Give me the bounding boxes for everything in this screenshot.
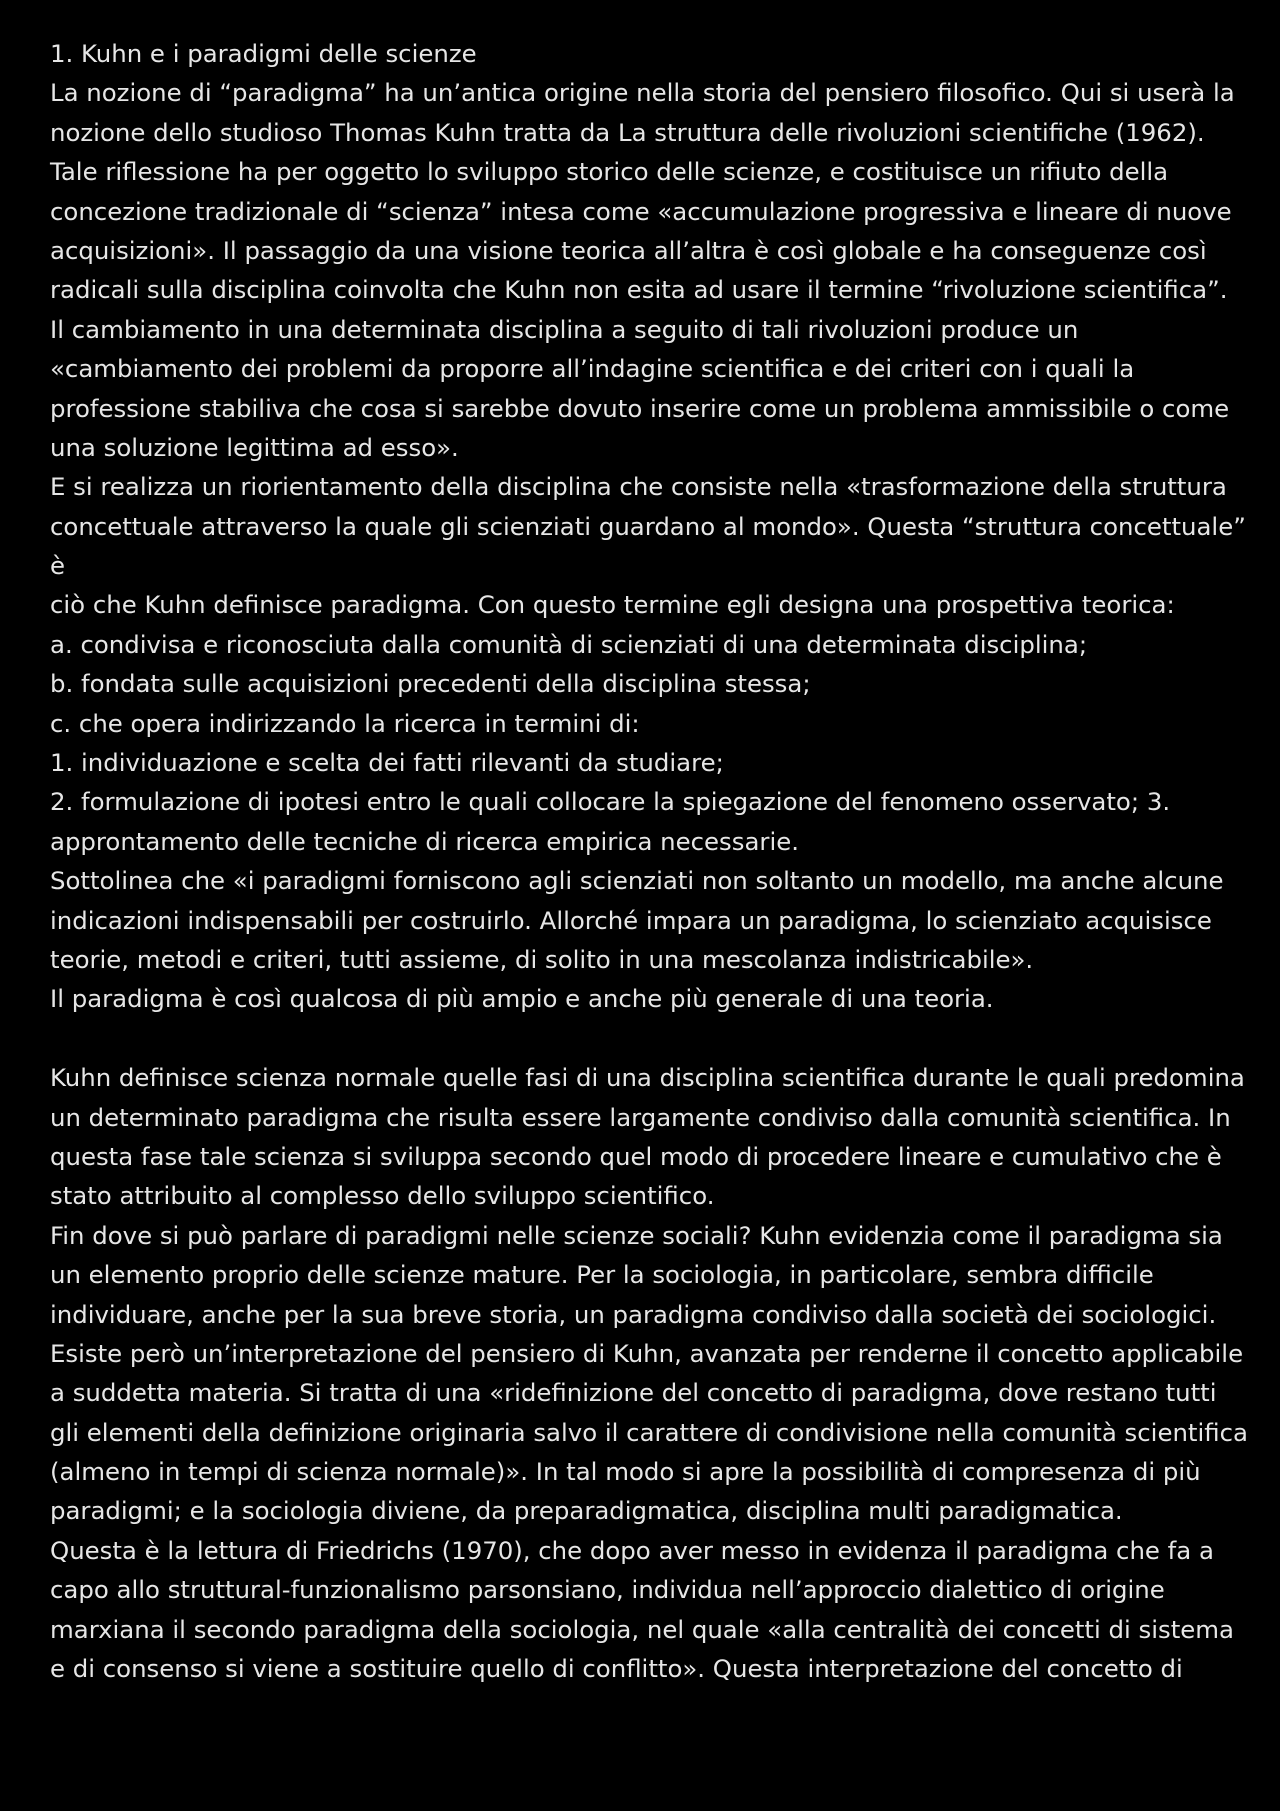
- text-line: La nozione di “paradigma” ha un’antica origine nella storia del pensiero filosofico. Qui si userà la: [50, 78, 1235, 108]
- text-line: Il paradigma è così qualcosa di più ampio e anche più generale di una teoria.: [50, 984, 994, 1014]
- paragraph-gap: [50, 1019, 1250, 1058]
- text-line: acquisizioni». Il passaggio da una visione teorica all’altra è così globale e ha conseguenze così: [50, 235, 1207, 265]
- document-page: [50, 34, 1250, 1688]
- text-line: concezione tradizionale di “scienza” intesa come «accumulazione progressiva e lineare di nuove: [50, 196, 1232, 226]
- text-line: individuare, anche per la sua breve storia, un paradigma condiviso dalla società dei sociologici.: [50, 1299, 1217, 1329]
- section-heading: 1. Kuhn e i paradigmi delle scienze: [50, 39, 477, 68]
- text-line: Fin dove si può parlare di paradigmi nelle scienze sociali? Kuhn evidenzia come il paradigma sia: [50, 1220, 1223, 1250]
- text-line: «cambiamento dei problemi da proporre all’indagine scientifica e dei criteri con i quali la: [50, 354, 1135, 384]
- text-line: marxiana il secondo paradigma della sociologia, nel quale «alla centralità dei concetti di sistema: [50, 1614, 1234, 1644]
- text-line: Questa è la lettura di Friedrichs (1970), che dopo aver messo in evidenza il paradigma che fa a: [50, 1535, 1214, 1565]
- list-item: c. che opera indirizzando la ricerca in termini di:: [50, 708, 640, 738]
- text-line: stato attribuito al complesso dello sviluppo scientifico.: [50, 1181, 715, 1211]
- text-line: un elemento proprio delle scienze mature. Per la sociologia, in particolare, sembra difficile: [50, 1260, 1154, 1290]
- list-item: 1. individuazione e scelta dei fatti rilevanti da studiare;: [50, 748, 724, 778]
- text-line: nozione dello studioso Thomas Kuhn tratta da La struttura delle rivoluzioni scientifiche (1962).: [50, 117, 1205, 147]
- text-line: ciò che Kuhn definisce paradigma. Con questo termine egli designa una prospettiva teorica:: [50, 590, 1175, 620]
- list-item: 2. formulazione di ipotesi entro le quali collocare la spiegazione del fenomeno osservato; 3.: [50, 787, 1171, 817]
- text-line: è: [50, 551, 66, 581]
- text-line: concettuale attraverso la quale gli scienziati guardano al mondo». Questa “struttura concettuale”: [50, 511, 1246, 541]
- list-item: a. condivisa e riconosciuta dalla comunità di scienziati di una determinata disciplina;: [50, 629, 1088, 659]
- text-line: Tale riflessione ha per oggetto lo sviluppo storico delle scienze, e costituisce un rifiuto della: [50, 157, 1169, 187]
- text-line: paradigmi; e la sociologia diviene, da preparadigmatica, disciplina multi paradigmatica.: [50, 1496, 1123, 1526]
- text-line: E si realizza un riorientamento della disciplina che consiste nella «trasformazione della struttura: [50, 472, 1227, 502]
- section1-body: [50, 73, 1250, 1018]
- text-line: questa fase tale scienza si sviluppa secondo quel modo di procedere lineare e cumulativo che è: [50, 1141, 1222, 1171]
- text-line: a suddetta materia. Si tratta di una «ridefinizione del concetto di paradigma, dove restano tutti: [50, 1378, 1217, 1408]
- list-item: b. fondata sulle acquisizioni precedenti della disciplina stessa;: [50, 669, 811, 699]
- text-line: professione stabiliva che cosa si sarebbe dovuto inserire come un problema ammissibile o come: [50, 393, 1230, 423]
- text-line: radicali sulla disciplina coinvolta che Kuhn non esita ad usare il termine “rivoluzione scientifica”.: [50, 275, 1228, 305]
- text-line: un determinato paradigma che risulta essere largamente condiviso dalla comunità scientifica. In: [50, 1102, 1231, 1132]
- text-line: Il cambiamento in una determinata disciplina a seguito di tali rivoluzioni produce un: [50, 314, 1079, 344]
- text-line: gli elementi della definizione originaria salvo il carattere di condivisione nella comunità scientifica: [50, 1417, 1248, 1447]
- text-line: teorie, metodi e criteri, tutti assieme, di solito in una mescolanza indistricabile».: [50, 944, 1034, 974]
- text-line: Esiste però un’interpretazione del pensiero di Kuhn, avanzata per renderne il concetto applicabile: [50, 1338, 1244, 1368]
- text-line: Sottolinea che «i paradigmi forniscono agli scienziati non soltanto un modello, ma anche alcune: [50, 866, 1224, 896]
- text-line: indicazioni indispensabili per costruirlo. Allorché impara un paradigma, lo scienziato acquisisce: [50, 905, 1212, 935]
- text-line: capo allo struttural-funzionalismo parsonsiano, individua nell’approccio dialettico di origine: [50, 1575, 1165, 1605]
- text-line: una soluzione legittima ad esso».: [50, 432, 459, 462]
- text-line: e di consenso si viene a sostituire quello di conflitto». Questa interpretazione del concetto di: [50, 1654, 1183, 1684]
- text-line: (almeno in tempi di scienza normale)». In tal modo si apre la possibilità di compresenza di più: [50, 1457, 1201, 1487]
- text-line: approntamento delle tecniche di ricerca empirica necessarie.: [50, 826, 799, 856]
- section2-body: [50, 1058, 1250, 1688]
- text-line: Kuhn definisce scienza normale quelle fasi di una disciplina scientifica durante le quali predomina: [50, 1063, 1245, 1093]
